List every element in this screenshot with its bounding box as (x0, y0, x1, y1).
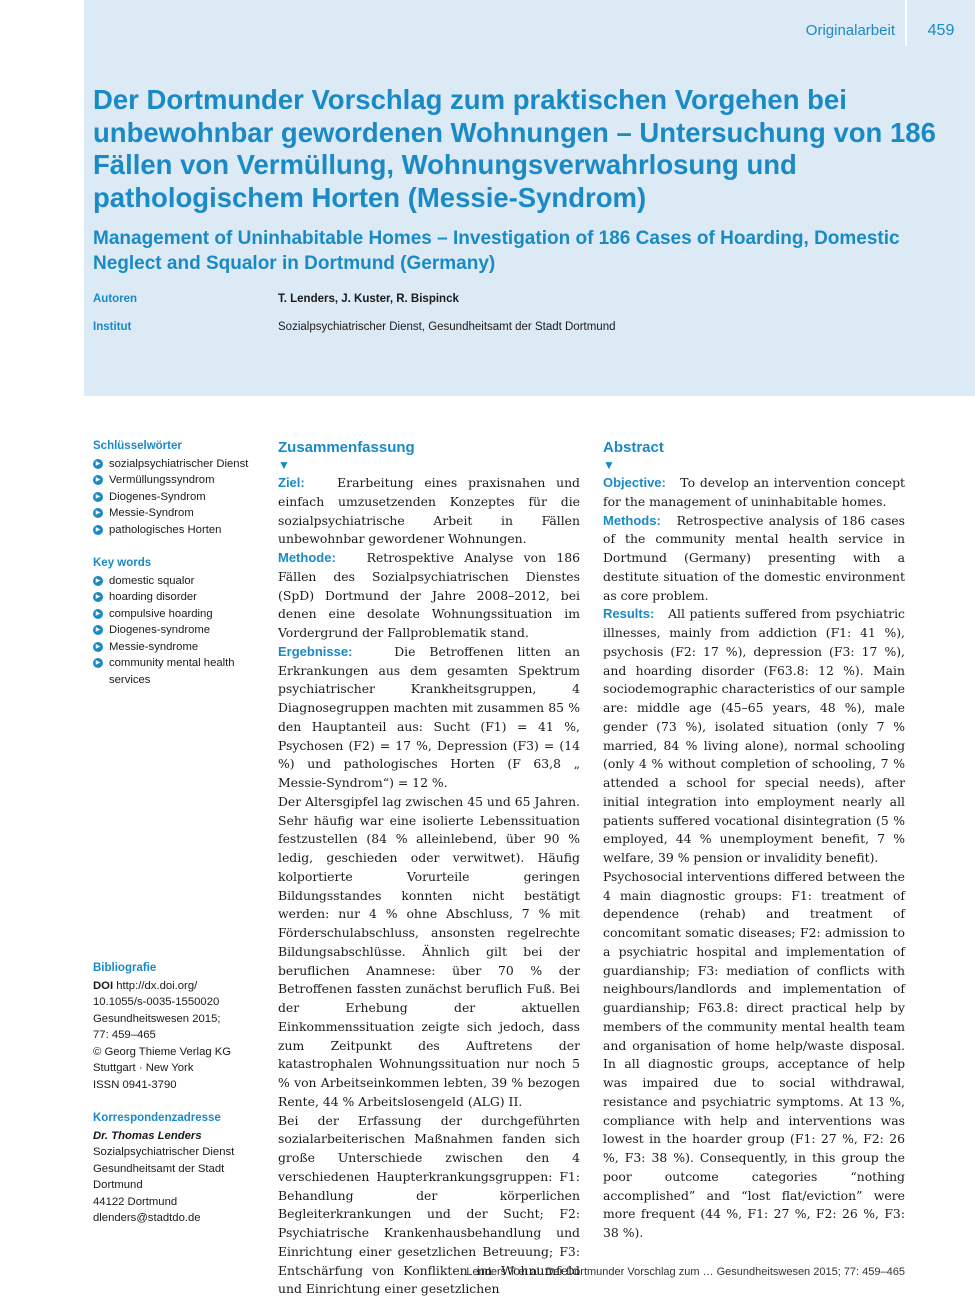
bullet-arrow-icon: ▶ (93, 508, 103, 518)
correspondence-email[interactable]: dlenders@stadtdo.de (93, 1212, 201, 1224)
correspondence-heading: Korrespondenzadresse (93, 1112, 221, 1124)
correspondence-line: Gesundheitsamt der Stadt (93, 1162, 225, 1175)
abstract-text (603, 474, 905, 1243)
keyword-item: ▶ Diogenes-syndrome (93, 622, 263, 639)
correspondence-line: Sozialpsychiatrischer Dienst (93, 1146, 235, 1158)
zusammenfassung-heading: Zusammenfassung (278, 439, 415, 456)
objective-label: Objective: (603, 475, 666, 490)
bullet-arrow-icon: ▶ (93, 525, 103, 535)
doi-link[interactable]: http://dx.doi.org/ (116, 979, 198, 992)
keyword-item: ▶ Messie-syndrome (93, 639, 263, 656)
objective-paragraph: Objective: To develop an intervention concept for the management of uninhabitable homes. (603, 475, 905, 509)
abstract-heading: Abstract (603, 439, 664, 456)
bullet-arrow-icon: ▶ (93, 592, 103, 602)
correspondence-block (93, 1110, 263, 1227)
bullet-arrow-icon: ▶ (93, 475, 103, 485)
title-english: Management of Uninhabitable Homes – Investigation of 186 Cases of Hoarding, Domestic Neglect and Squalor in Dortmund (Germany) (93, 228, 900, 274)
keyword-item: ▶ domestic squalor (93, 573, 263, 590)
bibliography-block (93, 960, 263, 1093)
bibliography-line: Stuttgart · New York (93, 1062, 194, 1074)
doi-line (93, 978, 263, 995)
zusammenfassung-column (278, 438, 580, 1299)
methods-paragraph: Methods: Retrospective analysis of 186 cases of the community mental health service in Dortmund (Germany) presenting with a destitute situation of the domestic environment as core problem. (603, 512, 905, 603)
keyword-item: ▶ Diogenes-Syndrom (93, 489, 263, 506)
keyword-item: ▶ compulsive hoarding (93, 606, 263, 623)
bibliography-line: 10.1055/s-0035-1550020 (93, 996, 220, 1008)
keyword-item: ▶ community mental health services (93, 655, 263, 688)
ziel-label: Ziel: (278, 475, 305, 490)
results-label: Results: (603, 606, 655, 622)
keywords-en-list (93, 573, 263, 689)
bullet-arrow-icon: ▶ (93, 459, 103, 469)
keyword-item: ▶ Vermüllungssyndrom (93, 472, 263, 489)
bullet-arrow-icon: ▶ (93, 642, 103, 652)
keyword-item: ▶ Messie-Syndrom (93, 505, 263, 522)
ergebnisse-paragraph: Ergebnisse: Die Betroffenen litten an Erkrankungen aus dem gesamten Spektrum psychiatrischer Krankheitsgruppen, 4 Diagnosegruppen machten mit zusammen 85 % den Hauptanteil aus: Sucht (F1) = 41 %, Psychosen (F2) = 17 %, Depression (F3) = (14 %) und pathologisches Horten (F 63,8 „ Messie-Syndrom“) = 12 %. (278, 643, 580, 790)
keyword-item: ▶ pathologisches Horten (93, 522, 263, 539)
ziel-paragraph: Ziel: Erarbeitung eines praxisnahen und einfach umzusetzenden Konzeptes für die sozialpsychiatrische Arbeit in Fällen unbewohnbar gewordener Wohnungen. (278, 475, 580, 547)
results-paragraph: Results: All patients suffered from psychiatric illnesses, mainly from addiction (F1: 41 %), psychosis (F2: 17 %), depression (F3: 17 %), and hoarding disorder (F63.8: 12 %). Main sociodemographic characteristics of our sample are: middle age (45–65 years, 48 %), male gender (73 %), isolated situation (only 7 % married, 84 % living alone), normal schooling (only 4 % without completion of schooling, 7 % attended a school for special needs), after initial integration into employment nearly all patients suffered vocational disintegration (5 % employed, 44 % unemployment benefit, 7 % welfare, 39 % pension or invalidity benefit). (603, 606, 905, 865)
section-label: Originalarbeit (805, 22, 895, 39)
keywords-de-block (93, 438, 263, 538)
correspondence-line: Dortmund (93, 1179, 143, 1191)
methode-paragraph: Methode: Retrospektive Analyse von 186 Fällen des Sozialpsychiatrischen Dienstes (SpD) Dortmund der Jahre 2008–2012, bei denen eine desolate Wohnungssituation im Vordergrund der Fallproblematik stand. (278, 550, 580, 640)
keywords-en-heading: Key words (93, 557, 152, 569)
bullet-arrow-icon: ▶ (93, 609, 103, 619)
bullet-arrow-icon: ▶ (93, 625, 103, 635)
footer-citation: Lenders T et al. Der Dortmunder Vorschlag zum … Gesundheitswesen 2015; 77: 459–465 (466, 1266, 905, 1278)
page-number: 459 (905, 0, 975, 46)
methods-label: Methods: (603, 512, 661, 528)
authors: T. Lenders, J. Kuster, R. Bispinck (278, 293, 459, 305)
ergebnisse-label: Ergebnisse: (278, 643, 353, 659)
correspondence-name: Dr. Thomas Lenders (93, 1129, 202, 1142)
bullet-arrow-icon: ▶ (93, 576, 103, 586)
abstract-column (603, 438, 905, 1243)
institute-label: Institut (93, 321, 132, 333)
triangle-down-icon: ▼ (278, 458, 290, 472)
institute: Sozialpsychiatrischer Dienst, Gesundheitsamt der Stadt Dortmund (278, 321, 616, 333)
keywords-de-list (93, 456, 263, 539)
methode-label: Methode: (278, 550, 336, 565)
bullet-arrow-icon: ▶ (93, 658, 103, 668)
keywords-en-block (93, 555, 263, 688)
authors-label: Autoren (93, 293, 138, 305)
bibliography-heading: Bibliografie (93, 962, 157, 974)
bibliography-line: ISSN 0941-3790 (93, 1078, 177, 1091)
bibliography-line: Gesundheitswesen 2015; (93, 1012, 221, 1025)
body-paragraph: Der Altersgipfel lag zwischen 45 und 65 Jahren. Sehr häufig war eine isolierte Lebenssituation festzustellen (84 % alleinlebend, über 90 % ledig, geschieden oder verwitwet). Häufig kolportierte Vorurteile geringen Bildungsstandes konnten nicht bestätigt werden: nur 4 % ohne Abschluss, 7 % mit Förderschulabschluss, ansonsten regelrechte Bildungsabschlüsse. Ähnlich gilt bei der beruflichen Anamnese: über 70 % der Betroffenen fassten zunächst beruflich Fuß. Bei der Erhebung der aktuellen Einkommenssituation zeigte sich jedoch, dass zum Zeitpunkt des Auftretens der katastrophalen Wohnungssituation nur noch 5 % von Arbeitseinkommen lebten, 39 % bezogen Rente, 44 % Arbeitslosengeld (ALG) II. (278, 793, 580, 1109)
doi-label: DOI (93, 979, 114, 992)
zusammenfassung-text (278, 474, 580, 1299)
correspondence-line: 44122 Dortmund (93, 1195, 178, 1208)
body-paragraph: Psychosocial interventions differed between the 4 main diagnostic groups: F1: treatment of dependence (rehab) and treatment of concomitant somatic diseases; F2: admission to a psychiatric hospital and implementation of guardianship; F3: mediation of conflicts with neighbours/landlords and implementation of guardianship; F63.8: direct practical help by members of the community mental health team and organisation of home help/waste disposal. In all diagnostic groups, acceptance of help was impaired due to social withdrawal, resistance and psychiatric symptoms. At 13 %, compliance with help and interventions was lowest in the hoarder group (F1: 27 %, F2: 26 %, F3: 38 %). Consequently, in this group the poor outcome categories “nothing accomplished” and “lost flat/eviction” were more frequent (44 %, F1: 27 %, F2: 26 %, F3: 38 %). (603, 868, 905, 1240)
keyword-item: ▶ hoarding disorder (93, 589, 263, 606)
keywords-de-heading: Schlüsselwörter (93, 440, 182, 452)
keyword-item: ▶ sozialpsychiatrischer Dienst (93, 456, 263, 473)
bullet-arrow-icon: ▶ (93, 492, 103, 502)
body-paragraph: Bei der Erfassung der durchgeführten sozialarbeiterischen Maßnahmen fanden sich große Unterschiede zwischen den 4 verschiedenen Haupterkrankungsgruppen: F1: Behandlung der körperlichen Begleiterkrankungen und der Sucht; F2: Psychiatrische Krankenhausbehandlung und Einrichtung einer gesetzlichen Betreuung; F3: Entschärfung von Konflikten im Wohnumfeld und Einrichtung einer gesetzlichen (278, 1112, 580, 1297)
title-german: Der Dortmunder Vorschlag zum praktischen Vorgehen bei unbewohnbar gewordenen Wohnungen – Untersuchung von 186 Fällen von Vermüllung, Wohnungsverwahrlosung und pathologischem Horten (Messie-Syndrom) (93, 84, 936, 213)
bibliography-line: 77: 459–465 (93, 1029, 156, 1041)
bibliography-line: © Georg Thieme Verlag KG (93, 1045, 232, 1058)
triangle-down-icon: ▼ (603, 458, 615, 472)
